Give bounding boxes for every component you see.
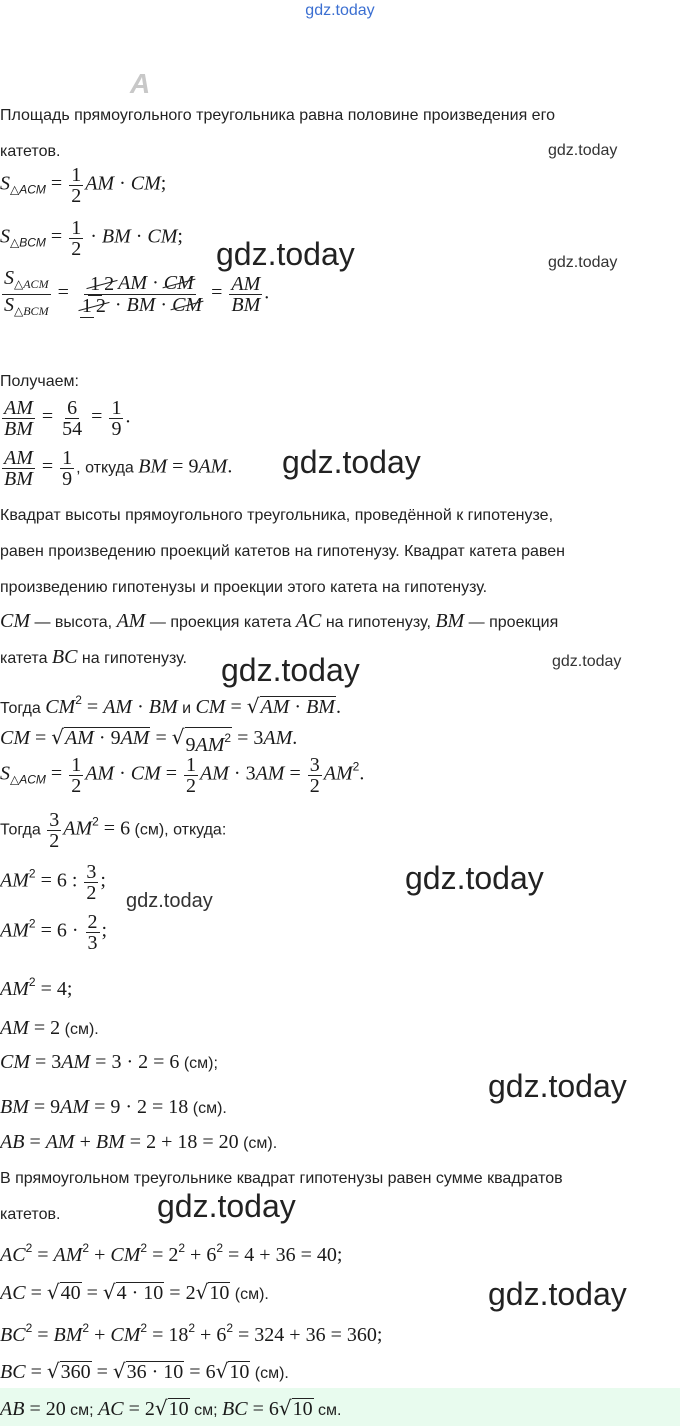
formula-area-ratio: $\frac{S_{\triangle ACM}}{S_{\triangle BCM}}$ = $\frac{1 2 AM \cdot CM}{1 2 \cdot BM \cdot CM}$ = $\frac{AM}{BM}$ . xyxy=(4,267,270,318)
answer-line: AB = 20 см; AC = 2 √ 10 см; BC = 6 √ 10 см. xyxy=(0,1396,342,1420)
formula-cm-value: CM = 3AM = 3 · 2 = 6 (см); xyxy=(0,1051,218,1073)
paragraph-projections: CM — высота, AM — проекция катета AC на гипотенузу, BM — проекция xyxy=(0,610,559,632)
watermark: gdz.today xyxy=(157,1188,296,1224)
paragraph-height-rule-3: произведению гипотенузы и проекции этого катета на гипотенузу. xyxy=(0,579,488,596)
formula-ac2: $AC^2 = AM^2 + CM^2 = 2^2 + 6^2 = 4 + 36 = 40$; xyxy=(0,1241,343,1266)
formula-ac-value: AC = √ 40 = √ 4 · 10 = 2 √ 10 (см). xyxy=(0,1280,269,1304)
watermark: gdz.today xyxy=(221,652,360,688)
formula-area-bcm: $S_{\triangle BCM}$ = $\frac{1}{2}$ · BM · CM; xyxy=(0,217,183,260)
formula-cm-sqrt: Тогда $CM^2$ = AM · BM и CM = √ AM · BM . xyxy=(0,693,341,718)
section-letter: A xyxy=(130,68,151,99)
formula-bm-relation: $\frac{AM}{BM}$ = $\frac{1}{9}$ , откуда BM = 9AM. xyxy=(4,447,233,490)
watermark: gdz.today xyxy=(548,142,618,159)
formula-ratio-value: $\frac{AM}{BM}$ = $\frac{6}{54}$ = $\frac{1}{9}$ . xyxy=(4,397,131,440)
paragraph-height-rule-1: Квадрат высоты прямоугольного треугольника, проведённой к гипотенузе, xyxy=(0,507,554,524)
formula-am2-4: $AM^2 = 4$; xyxy=(0,975,73,1000)
formula-bm-value: BM = 9AM = 9 · 2 = 18 (см). xyxy=(0,1096,227,1118)
formula-ab-value: AB = AM + BM = 2 + 18 = 20 (см). xyxy=(0,1131,278,1153)
watermark: gdz.today xyxy=(282,444,421,480)
paragraph-pythagoras: В прямоугольном треугольнике квадрат гипотенузы равен сумме квадратов xyxy=(0,1170,563,1187)
paragraph-height-rule-2: равен произведению проекций катетов на гипотенузу. Квадрат катета равен xyxy=(0,543,565,560)
formula-am2-div: $AM^2 = 6$ : $\frac{3}{2}$ ; xyxy=(0,861,106,904)
header-watermark: gdz.today xyxy=(305,2,375,19)
paragraph-area-rule-end: катетов. xyxy=(0,143,61,160)
label-result: Получаем: xyxy=(0,373,79,390)
formula-area-acm: $S_{\triangle ACM}$ = $\frac{1}{2}$ AM · CM; xyxy=(0,164,167,207)
formula-cm-3am: CM = √ AM · 9AM = √ $9AM^2$ = 3AM. xyxy=(0,725,298,756)
watermark: gdz.today xyxy=(405,860,544,896)
formula-bc-value: BC = √ 360 = √ 36 · 10 = 6 √ 10 (см). xyxy=(0,1359,289,1383)
formula-am2-mul: $AM^2 = 6$ · $\frac{2}{3}$ ; xyxy=(0,911,108,954)
formula-am-value: AM = 2 (см). xyxy=(0,1017,99,1039)
paragraph-pythagoras-end: катетов. xyxy=(0,1206,61,1223)
watermark: gdz.today xyxy=(216,236,355,272)
watermark: gdz.today xyxy=(548,254,618,271)
formula-am2-eq-6: Тогда $\frac{3}{2}$ $AM^2 = 6$ (см), откуда: xyxy=(0,809,227,852)
paragraph-projections-end: катета BC на гипотенузу. xyxy=(0,646,187,668)
paragraph-area-rule: Площадь прямоугольного треугольника равна половине произведения его xyxy=(0,107,555,124)
watermark: gdz.today xyxy=(488,1068,627,1104)
watermark: gdz.today xyxy=(552,653,622,670)
formula-bc2: $BC^2 = BM^2 + CM^2 = 18^2 + 6^2 = 324 + 36 = 360$; xyxy=(0,1321,383,1346)
formula-area-acm-am: $S_{\triangle ACM}$ = $\frac{1}{2}$ AM · CM = $\frac{1}{2}$ AM · 3AM = $\frac{3}{2}$ $AM^2$. xyxy=(0,754,365,797)
watermark: gdz.today xyxy=(126,890,213,912)
watermark: gdz.today xyxy=(488,1276,627,1312)
